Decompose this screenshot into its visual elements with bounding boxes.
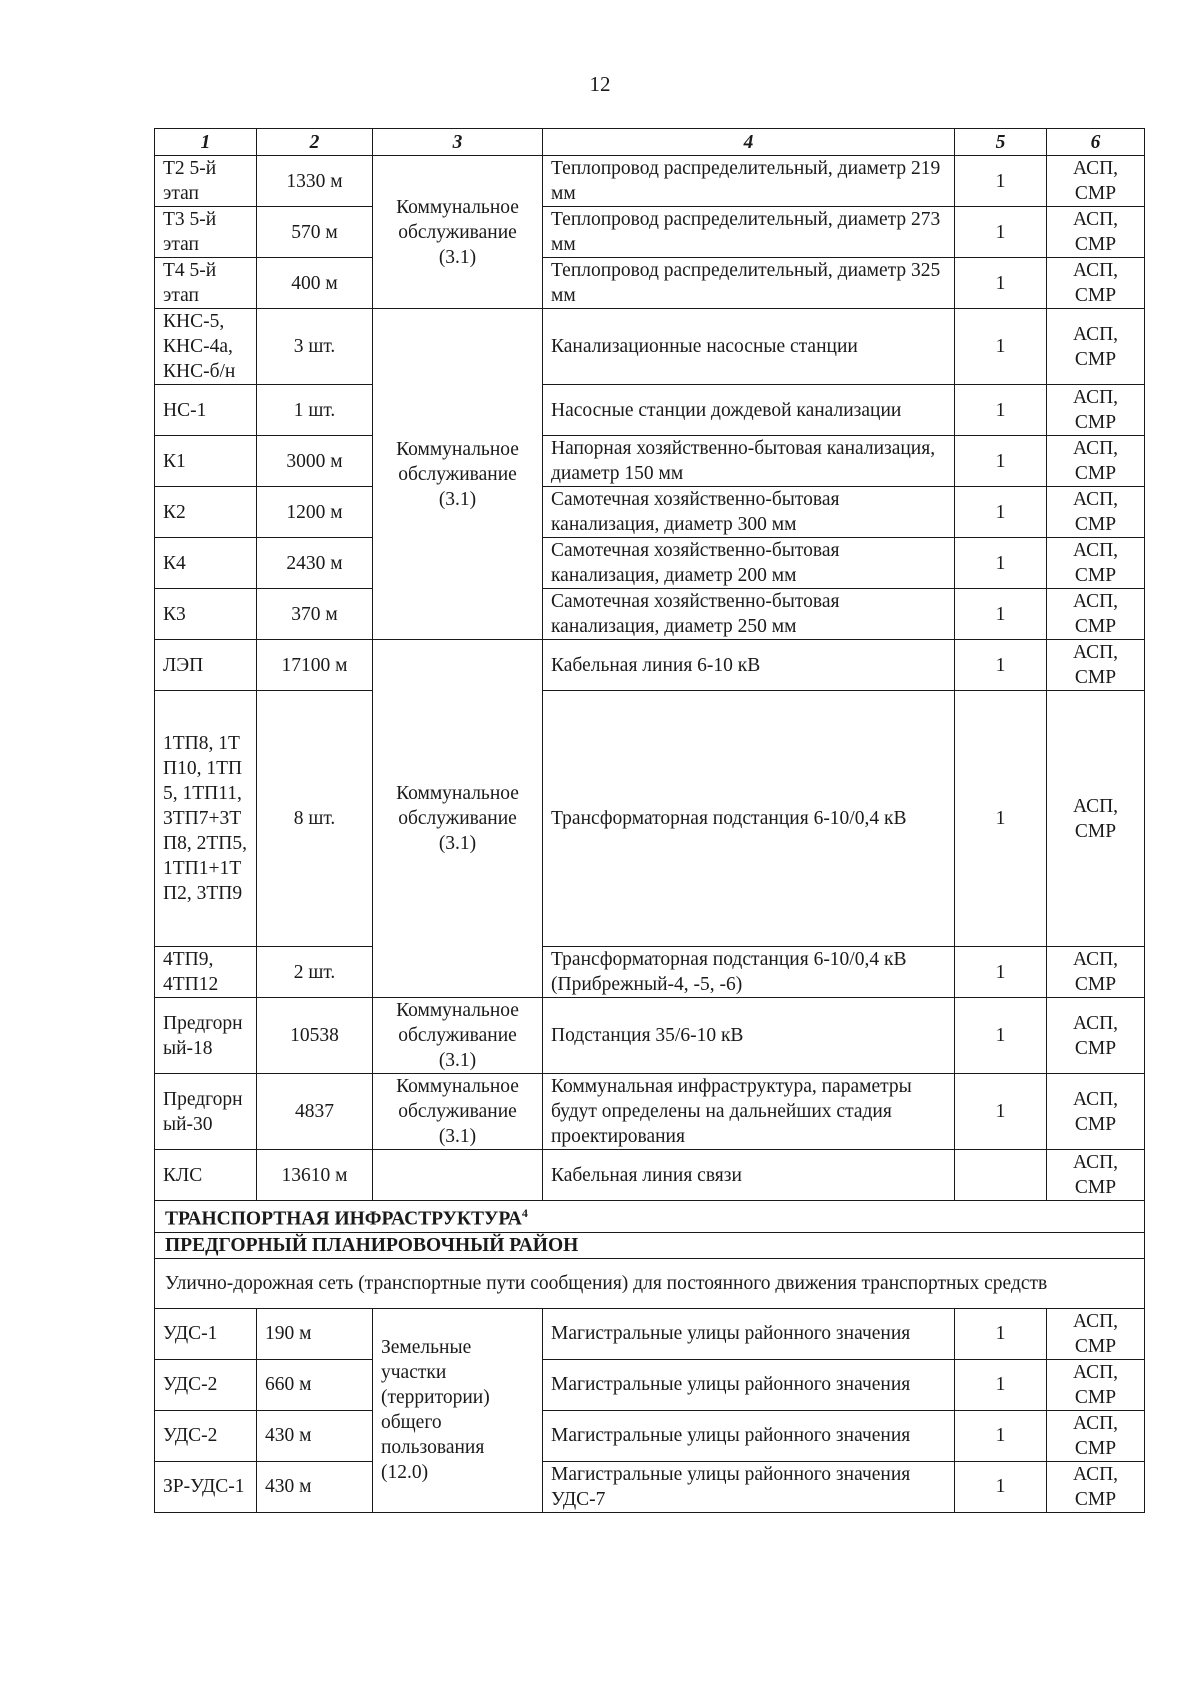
cell-description: Магистральные улицы районного значения [543,1308,955,1359]
cell-description: Трансформаторная подстанция 6-10/0,4 кВ (Прибрежный-4, -5, -6) [543,947,955,998]
cell-stage: АСП, СМР [1047,998,1145,1074]
table-row [155,156,1145,207]
cell-description: Магистральные улицы районного значения УДС-7 [543,1461,955,1512]
cell-count: 1 [955,309,1047,385]
cell-description: Коммунальная инфраструктура, параметры будут определены на дальнейших стадия проектирования [543,1074,955,1150]
cell-stage: АСП, СМР [1047,1410,1145,1461]
page-number: 12 [589,72,611,96]
cell-code: ЛЭП [155,640,257,691]
cell-code: УДС-2 [155,1410,257,1461]
cell-count: 1 [955,640,1047,691]
cell-description: Самотечная хозяйственно-бытовая канализация, диаметр 250 мм [543,589,955,640]
cell-size: 190 м [257,1308,373,1359]
table-row [155,436,1145,487]
header-row [155,129,1145,156]
cell-description: Магистральные улицы районного значения [543,1410,955,1461]
cell-count: 1 [955,691,1047,947]
cell-code: К2 [155,487,257,538]
table-row [155,691,1145,947]
cell-count: 1 [955,156,1047,207]
cell-count: 1 [955,487,1047,538]
cell-code: 4ТП9, 4ТП12 [155,947,257,998]
cell-code: 1ТП8, 1ТП10, 1ТП5, 1ТП11, 3ТП7+3ТП8, 2ТП5, 1ТП1+1ТП2, 3ТП9 [155,691,257,947]
cell-land-use: Коммунальное обслуживание (3.1) [373,309,543,640]
cell-land-use: Коммунальное обслуживание (3.1) [373,156,543,309]
cell-count: 1 [955,207,1047,258]
cell-stage: АСП, СМР [1047,385,1145,436]
cell-stage: АСП, СМР [1047,207,1145,258]
cell-count: 1 [955,1461,1047,1512]
cell-size: 1200 м [257,487,373,538]
cell-stage: АСП, СМР [1047,947,1145,998]
cell-count: 1 [955,998,1047,1074]
cell-size: 1330 м [257,156,373,207]
section-heading-row [155,1201,1145,1233]
cell-description: Самотечная хозяйственно-бытовая канализация, диаметр 300 мм [543,487,955,538]
table-row [155,258,1145,309]
cell-size: 3000 м [257,436,373,487]
cell-stage: АСП, СМР [1047,640,1145,691]
cell-description: Теплопровод распределительный, диаметр 325 мм [543,258,955,309]
cell-count [955,1150,1047,1201]
cell-stage: АСП, СМР [1047,691,1145,947]
cell-description: Канализационные насосные станции [543,309,955,385]
infrastructure-table [154,128,1145,1513]
cell-count: 1 [955,1074,1047,1150]
cell-code: УДС-2 [155,1359,257,1410]
cell-land-use [373,1150,543,1201]
cell-size: 2 шт. [257,947,373,998]
section-transport: ТРАНСПОРТНАЯ ИНФРАСТРУКТУРА [165,1208,522,1230]
header-col-1: 1 [155,129,257,156]
cell-code: НС-1 [155,385,257,436]
cell-size: 2430 м [257,538,373,589]
cell-code: ЗР-УДС-1 [155,1461,257,1512]
cell-stage: АСП, СМР [1047,1308,1145,1359]
table-row [155,1461,1145,1512]
table-row [155,589,1145,640]
header-col-2: 2 [257,129,373,156]
table-row [155,1308,1145,1359]
cell-stage: АСП, СМР [1047,258,1145,309]
table-row [155,1150,1145,1201]
cell-land-use: Коммунальное обслуживание (3.1) [373,640,543,998]
footnote-marker: 4 [521,1206,528,1220]
cell-stage: АСП, СМР [1047,156,1145,207]
cell-code: К1 [155,436,257,487]
cell-size: 430 м [257,1410,373,1461]
table-row [155,207,1145,258]
cell-description: Подстанция 35/6-10 кВ [543,998,955,1074]
table-row [155,538,1145,589]
table-row [155,947,1145,998]
cell-land-use: Коммунальное обслуживание (3.1) [373,998,543,1074]
cell-size: 3 шт. [257,309,373,385]
header-col-3: 3 [373,129,543,156]
cell-count: 1 [955,385,1047,436]
cell-code: К3 [155,589,257,640]
cell-code: УДС-1 [155,1308,257,1359]
cell-description: Трансформаторная подстанция 6-10/0,4 кВ [543,691,955,947]
cell-code: Предгорный-18 [155,998,257,1074]
cell-stage: АСП, СМР [1047,1074,1145,1150]
cell-description: Теплопровод распределительный, диаметр 219 мм [543,156,955,207]
section-transport-cell [155,1201,1145,1233]
section-heading-row [155,1232,1145,1258]
cell-land-use: Земельные участки (территории) общего пользования (12.0) [373,1308,543,1512]
cell-stage: АСП, СМР [1047,1359,1145,1410]
subsection-title: Улично-дорожная сеть (транспортные пути сообщения) для постоянного движения транспортных средств [155,1258,1145,1308]
cell-count: 1 [955,1410,1047,1461]
cell-size: 400 м [257,258,373,309]
cell-size: 660 м [257,1359,373,1410]
cell-code: Т2 5-й этап [155,156,257,207]
cell-land-use: Коммунальное обслуживание (3.1) [373,1074,543,1150]
subsection-row [155,1258,1145,1308]
cell-code: КНС-5, КНС-4а, КНС-б/н [155,309,257,385]
cell-count: 1 [955,589,1047,640]
table-row [155,1359,1145,1410]
cell-size: 430 м [257,1461,373,1512]
table-row [155,640,1145,691]
cell-size: 1 шт. [257,385,373,436]
cell-size: 4837 [257,1074,373,1150]
cell-stage: АСП, СМР [1047,1150,1145,1201]
cell-stage: АСП, СМР [1047,309,1145,385]
cell-size: 8 шт. [257,691,373,947]
cell-stage: АСП, СМР [1047,436,1145,487]
section-district: ПРЕДГОРНЫЙ ПЛАНИРОВОЧНЫЙ РАЙОН [155,1232,1145,1258]
table-row [155,1410,1145,1461]
cell-count: 1 [955,1308,1047,1359]
cell-code: Предгорный-30 [155,1074,257,1150]
table-row [155,309,1145,385]
table-row [155,487,1145,538]
cell-description: Кабельная линия связи [543,1150,955,1201]
cell-code: Т4 5-й этап [155,258,257,309]
cell-description: Кабельная линия 6-10 кВ [543,640,955,691]
cell-description: Насосные станции дождевой канализации [543,385,955,436]
cell-stage: АСП, СМР [1047,1461,1145,1512]
cell-size: 17100 м [257,640,373,691]
table-row [155,385,1145,436]
cell-description: Теплопровод распределительный, диаметр 273 мм [543,207,955,258]
cell-description: Напорная хозяйственно-бытовая канализация, диаметр 150 мм [543,436,955,487]
header-col-4: 4 [543,129,955,156]
cell-description: Самотечная хозяйственно-бытовая канализация, диаметр 200 мм [543,538,955,589]
cell-description: Магистральные улицы районного значения [543,1359,955,1410]
cell-code: КЛС [155,1150,257,1201]
cell-stage: АСП, СМР [1047,538,1145,589]
cell-code: К4 [155,538,257,589]
table-row [155,1074,1145,1150]
cell-count: 1 [955,1359,1047,1410]
cell-count: 1 [955,947,1047,998]
cell-count: 1 [955,436,1047,487]
header-col-5: 5 [955,129,1047,156]
cell-size: 370 м [257,589,373,640]
cell-code: Т3 5-й этап [155,207,257,258]
cell-stage: АСП, СМР [1047,589,1145,640]
cell-size: 13610 м [257,1150,373,1201]
cell-size: 570 м [257,207,373,258]
cell-count: 1 [955,538,1047,589]
cell-size: 10538 [257,998,373,1074]
header-col-6: 6 [1047,129,1145,156]
table-row [155,998,1145,1074]
cell-stage: АСП, СМР [1047,487,1145,538]
cell-count: 1 [955,258,1047,309]
